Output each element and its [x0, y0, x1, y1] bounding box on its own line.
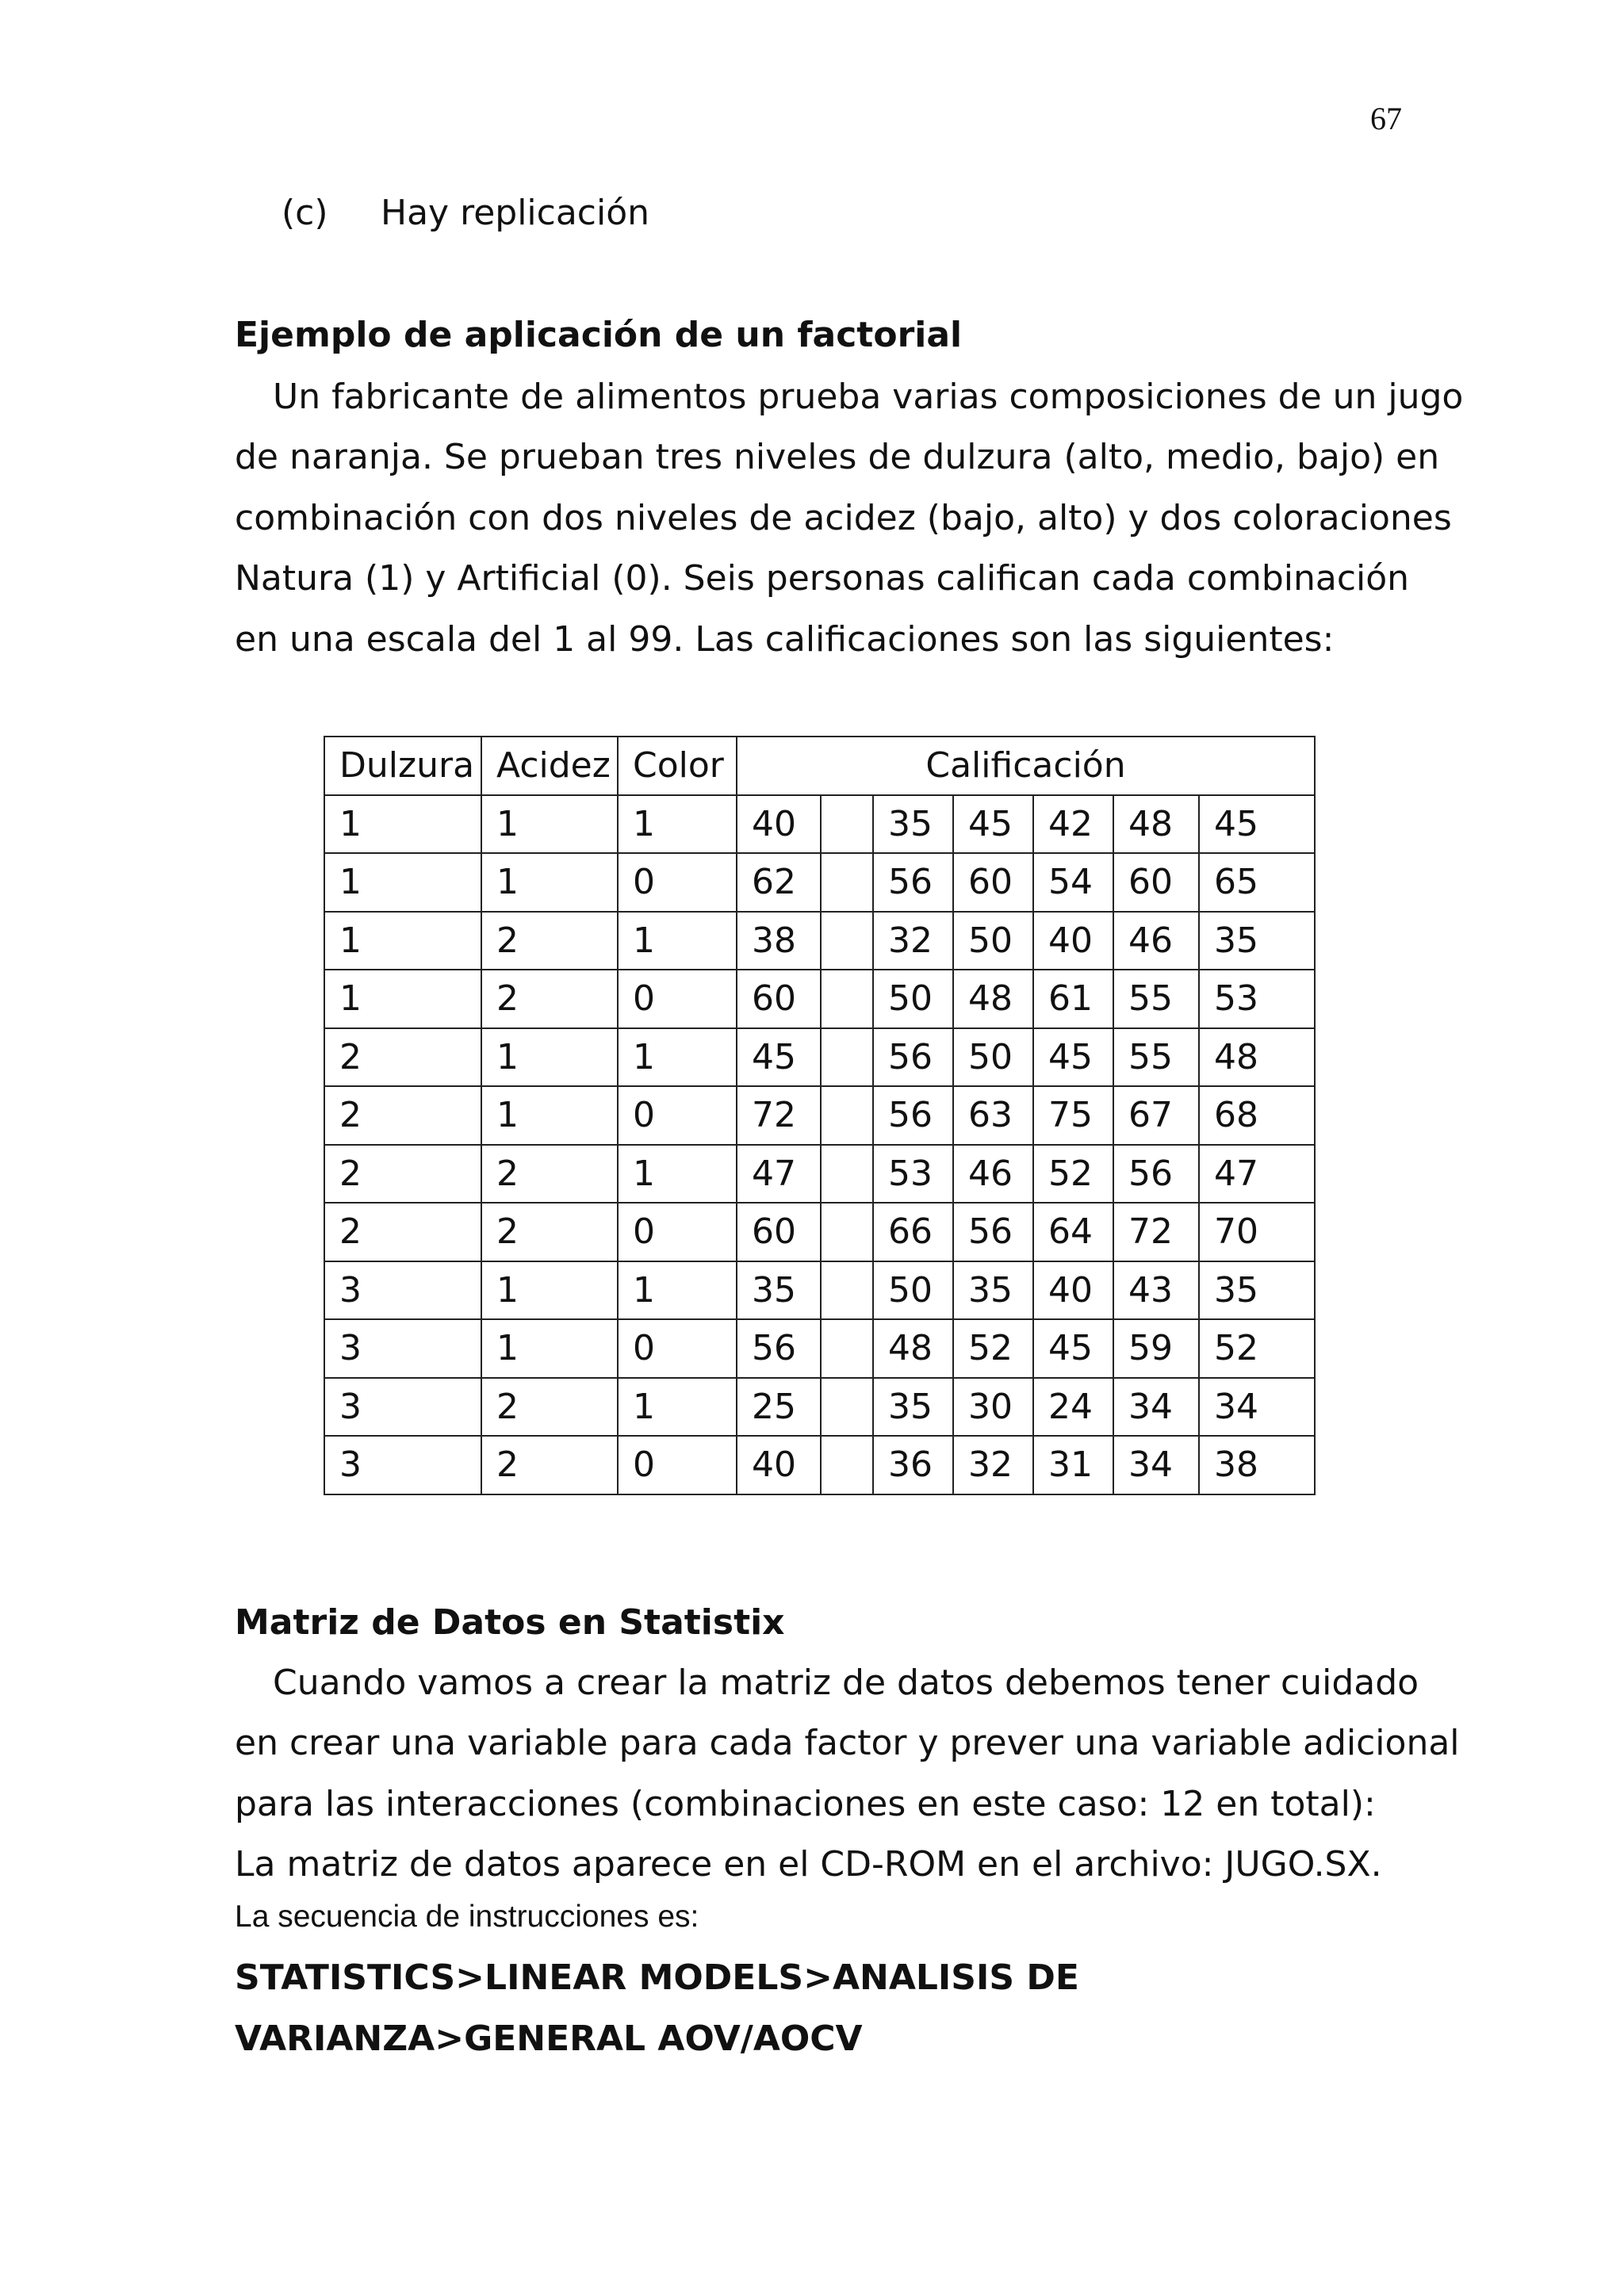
table-cell: 34	[1113, 1378, 1199, 1437]
table-cell: 56	[873, 1086, 953, 1145]
table-cell: 0	[618, 970, 737, 1028]
table-cell: 1	[481, 1086, 618, 1145]
table-cell: 67	[1113, 1086, 1199, 1145]
table-cell: 55	[1113, 1028, 1199, 1087]
table-header-row	[324, 737, 1315, 795]
paragraph-line: en una escala del 1 al 99. Las calificaciones son las siguientes:	[235, 618, 1335, 660]
table-cell: 60	[953, 853, 1033, 912]
table-cell: 35	[953, 1261, 1033, 1320]
table-cell: 0	[618, 1203, 737, 1261]
command-line: VARIANZA>GENERAL AOV/AOCV	[235, 2019, 863, 2059]
table-cell: 52	[1033, 1145, 1113, 1203]
table-row	[324, 1028, 1315, 1087]
table-cell: 75	[1033, 1086, 1113, 1145]
table-cell: 3	[324, 1436, 481, 1494]
table-cell: 55	[1113, 970, 1199, 1028]
table-cell: 70	[1199, 1203, 1315, 1261]
table-cell: 59	[1113, 1319, 1199, 1378]
table-cell: 1	[324, 795, 481, 854]
table-cell: 1	[618, 795, 737, 854]
paragraph-line: en crear una variable para cada factor y prever una variable adicional	[235, 1723, 1460, 1764]
table-cell	[821, 795, 873, 854]
table-cell: 1	[618, 1028, 737, 1087]
paragraph-line: combinación con dos niveles de acidez (bajo, alto) y dos coloraciones	[235, 497, 1452, 538]
table-row	[324, 912, 1315, 970]
table-cell: 25	[737, 1378, 821, 1437]
table-cell	[821, 1261, 873, 1320]
table-cell: 50	[873, 1261, 953, 1320]
table-cell: 53	[873, 1145, 953, 1203]
list-item-label: (c)	[282, 193, 328, 233]
table-cell: 3	[324, 1261, 481, 1320]
table-row	[324, 1436, 1315, 1494]
table-cell	[821, 1086, 873, 1145]
table-cell: 56	[1113, 1145, 1199, 1203]
table-cell: 35	[737, 1261, 821, 1320]
table-cell: 72	[1113, 1203, 1199, 1261]
table-cell: 1	[618, 912, 737, 970]
table-cell: 35	[1199, 912, 1315, 970]
table-cell: 1	[324, 853, 481, 912]
table-cell: 54	[1033, 853, 1113, 912]
table-cell: 38	[1199, 1436, 1315, 1494]
table-cell: 31	[1033, 1436, 1113, 1494]
table-cell: 38	[737, 912, 821, 970]
table-body	[324, 795, 1315, 1494]
table-cell: 52	[1199, 1319, 1315, 1378]
table-cell: 34	[1113, 1436, 1199, 1494]
table-cell: 1	[481, 1261, 618, 1320]
table-cell: 1	[618, 1145, 737, 1203]
table-cell: 35	[873, 795, 953, 854]
table-cell: 40	[737, 1436, 821, 1494]
table-cell: 47	[737, 1145, 821, 1203]
table-cell: 24	[1033, 1378, 1113, 1437]
table-cell: 48	[1113, 795, 1199, 854]
table-cell	[821, 912, 873, 970]
table-cell: 2	[481, 912, 618, 970]
table-cell: 1	[481, 795, 618, 854]
table-cell: 50	[953, 1028, 1033, 1087]
paragraph-line: Natura (1) y Artificial (0). Seis personas califican cada combinación	[235, 558, 1410, 599]
table-cell: 46	[1113, 912, 1199, 970]
table-cell	[821, 1436, 873, 1494]
table-cell: 53	[1199, 970, 1315, 1028]
table-cell	[821, 1028, 873, 1087]
table-cell: 46	[953, 1145, 1033, 1203]
table-cell: 56	[873, 1028, 953, 1087]
table-cell: 2	[481, 1436, 618, 1494]
table-cell: 43	[1113, 1261, 1199, 1320]
table-cell: 2	[481, 970, 618, 1028]
column-header: Acidez	[481, 737, 618, 795]
table-row	[324, 795, 1315, 854]
column-header: Color	[618, 737, 737, 795]
table-cell: 52	[953, 1319, 1033, 1378]
table-cell: 2	[324, 1203, 481, 1261]
table-row	[324, 1261, 1315, 1320]
column-header: Dulzura	[324, 737, 481, 795]
table-cell: 61	[1033, 970, 1113, 1028]
table-cell: 42	[1033, 795, 1113, 854]
table-cell: 2	[481, 1145, 618, 1203]
table-cell: 60	[737, 970, 821, 1028]
table-cell: 40	[1033, 1261, 1113, 1320]
table-cell: 45	[1033, 1028, 1113, 1087]
table-cell: 1	[481, 853, 618, 912]
table-row	[324, 1145, 1315, 1203]
table-cell: 66	[873, 1203, 953, 1261]
table-cell: 0	[618, 1319, 737, 1378]
table-cell: 47	[1199, 1145, 1315, 1203]
table-row	[324, 1319, 1315, 1378]
paragraph-ejemplo	[235, 367, 1464, 670]
table-cell: 48	[1199, 1028, 1315, 1087]
table-cell: 50	[953, 912, 1033, 970]
table-cell: 45	[1033, 1319, 1113, 1378]
table-cell: 36	[873, 1436, 953, 1494]
table-cell: 34	[1199, 1378, 1315, 1437]
command-sequence	[235, 1947, 1079, 2069]
command-line: STATISTICS>LINEAR MODELS>ANALISIS DE	[235, 1957, 1079, 1998]
paragraph-line: de naranja. Se prueban tres niveles de dulzura (alto, medio, bajo) en	[235, 437, 1440, 478]
table-cell: 2	[324, 1145, 481, 1203]
table-cell: 56	[953, 1203, 1033, 1261]
table-cell: 40	[737, 795, 821, 854]
table-cell: 65	[1199, 853, 1315, 912]
table-row	[324, 970, 1315, 1028]
page-number: 67	[1370, 101, 1402, 136]
table-row	[324, 1378, 1315, 1437]
list-item-c	[282, 193, 649, 233]
table-cell: 1	[618, 1261, 737, 1320]
table-cell: 2	[481, 1203, 618, 1261]
table-cell	[821, 1203, 873, 1261]
table-cell: 35	[873, 1378, 953, 1437]
table-cell	[821, 1319, 873, 1378]
table-cell: 40	[1033, 912, 1113, 970]
table-cell: 72	[737, 1086, 821, 1145]
section-heading-matriz: Matriz de Datos en Statistix	[235, 1602, 785, 1643]
table-cell: 56	[737, 1319, 821, 1378]
table-cell: 56	[873, 853, 953, 912]
table-cell: 0	[618, 1436, 737, 1494]
table-cell: 63	[953, 1086, 1033, 1145]
table-cell: 1	[324, 970, 481, 1028]
table-cell: 45	[1199, 795, 1315, 854]
paragraph-line: Un fabricante de alimentos prueba varias composiciones de un jugo	[273, 377, 1464, 417]
paragraph-matriz	[235, 1653, 1460, 1896]
section-heading-ejemplo: Ejemplo de aplicación de un factorial	[235, 315, 963, 355]
table-cell: 32	[953, 1436, 1033, 1494]
table-cell: 1	[481, 1319, 618, 1378]
table-cell: 35	[1199, 1261, 1315, 1320]
table-cell	[821, 853, 873, 912]
sequence-intro: La secuencia de instrucciones es:	[235, 1900, 699, 1934]
table-cell: 45	[737, 1028, 821, 1087]
table-cell: 1	[324, 912, 481, 970]
list-item-text: Hay replicación	[381, 193, 650, 233]
table-cell	[821, 1378, 873, 1437]
table-cell	[821, 970, 873, 1028]
paragraph-line: La matriz de datos aparece en el CD-ROM en el archivo: JUGO.SX.	[235, 1844, 1382, 1885]
table-row	[324, 1203, 1315, 1261]
table-cell: 60	[1113, 853, 1199, 912]
table-cell: 2	[324, 1086, 481, 1145]
table-cell: 50	[873, 970, 953, 1028]
table-cell: 68	[1199, 1086, 1315, 1145]
table-cell: 62	[737, 853, 821, 912]
table-cell: 2	[481, 1378, 618, 1437]
column-header: Calificación	[737, 737, 1315, 795]
table-cell: 48	[873, 1319, 953, 1378]
table-cell: 64	[1033, 1203, 1113, 1261]
paragraph-line: para las interacciones (combinaciones en este caso: 12 en total):	[235, 1783, 1376, 1824]
table-row	[324, 1086, 1315, 1145]
table-cell: 48	[953, 970, 1033, 1028]
table-cell: 0	[618, 1086, 737, 1145]
table-cell: 1	[618, 1378, 737, 1437]
table-cell: 32	[873, 912, 953, 970]
table-cell	[821, 1145, 873, 1203]
table-row	[324, 853, 1315, 912]
table-cell: 3	[324, 1378, 481, 1437]
ratings-table	[324, 736, 1316, 1495]
table-cell: 2	[324, 1028, 481, 1087]
paragraph-line: Cuando vamos a crear la matriz de datos debemos tener cuidado	[273, 1663, 1419, 1703]
table-cell: 1	[481, 1028, 618, 1087]
table-cell: 60	[737, 1203, 821, 1261]
table-cell: 45	[953, 795, 1033, 854]
table-cell: 0	[618, 853, 737, 912]
table-cell: 3	[324, 1319, 481, 1378]
table-cell: 30	[953, 1378, 1033, 1437]
